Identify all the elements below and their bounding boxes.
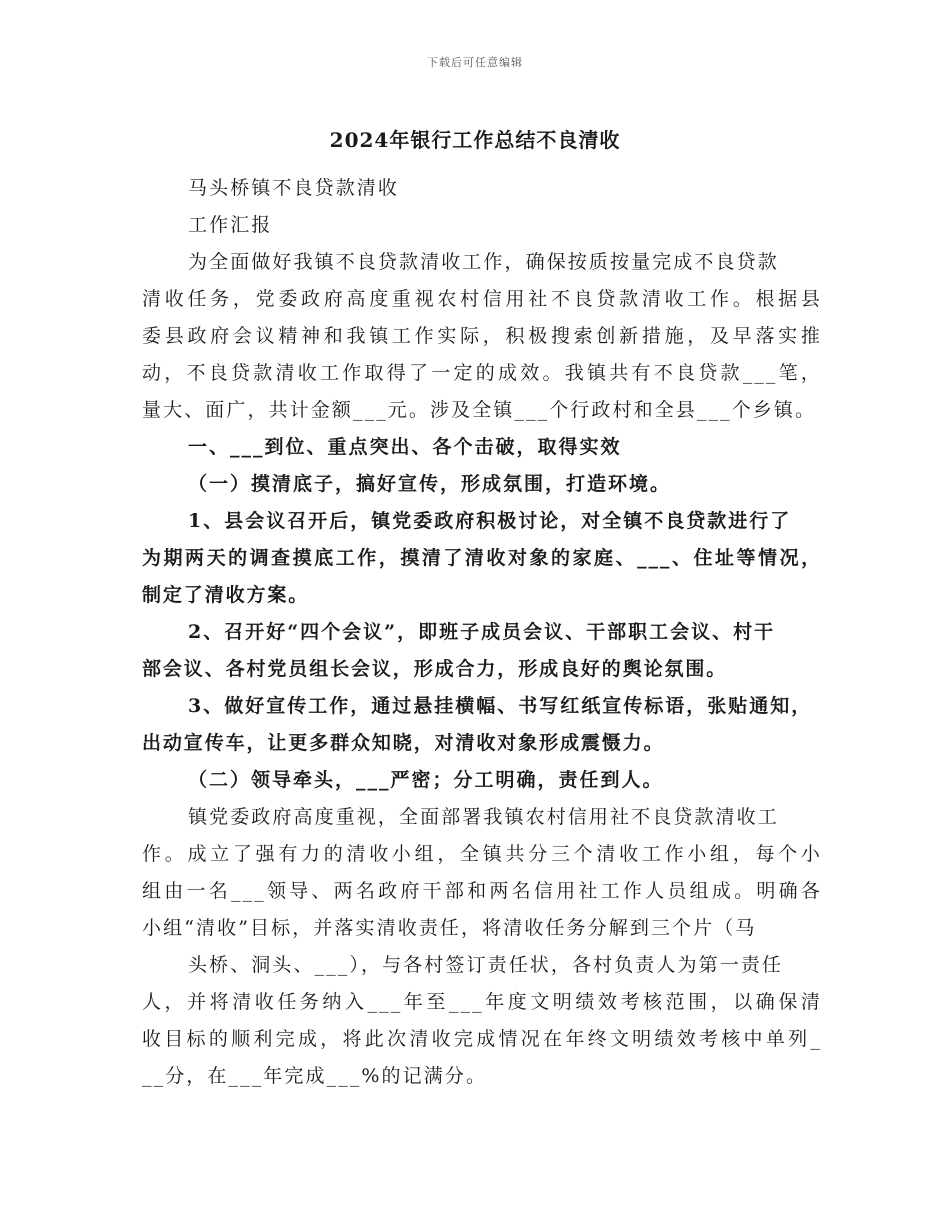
section-heading: 一、___到位、重点突出、各个击破，取得实效 bbox=[188, 436, 622, 458]
paragraph-line: 组由一名___领导、两名政府干部和两名信用社工作人员组成。明确各 bbox=[142, 880, 822, 902]
paragraph-line: 人，并将清收任务纳入___年至___年度文明绩效考核范围，以确保清 bbox=[142, 991, 822, 1013]
bold-paragraph-line: 为期两天的调查摸底工作，摸清了清收对象的家庭、___、住址等情况， bbox=[142, 547, 822, 569]
paragraph-line: 动，不良贷款清收工作取得了一定的成效。我镇共有不良贷款___笔， bbox=[142, 362, 822, 384]
bold-paragraph-line: 出动宣传车，让更多群众知晓，对清收对象形成震慑力。 bbox=[142, 732, 665, 754]
paragraph-line: 委县政府会议精神和我镇工作实际，积极搜索创新措施，及早落实推 bbox=[142, 325, 822, 347]
subtitle-line: 马头桥镇不良贷款清收 bbox=[188, 177, 400, 199]
paragraph-line: 镇党委政府高度重视，全面部署我镇农村信用社不良贷款清收工 bbox=[188, 806, 779, 828]
paragraph-line: __分，在___年完成___%的记满分。 bbox=[142, 1065, 488, 1087]
subsection-heading: （二）领导牵头，___严密；分工明确，责任到人。 bbox=[188, 769, 664, 791]
paragraph-line: 作。成立了强有力的清收小组，全镇共分三个清收工作小组，每个小 bbox=[142, 843, 822, 865]
paragraph-line: 量大、面广，共计金额___元。涉及全镇___个行政村和全县___个乡镇。 bbox=[142, 399, 817, 421]
paragraph-line: 清收任务，党委政府高度重视农村信用社不良贷款清收工作。根据县 bbox=[142, 288, 822, 310]
paragraph-line: 收目标的顺利完成，将此次清收完成情况在年终文明绩效考核中单列_ bbox=[142, 1028, 822, 1050]
page-header-note: 下载后可任意编辑 bbox=[427, 56, 523, 69]
subtitle-line: 工作汇报 bbox=[188, 214, 273, 236]
paragraph-line: 小组“清收”目标，并落实清收责任，将清收任务分解到三个片（马 bbox=[142, 917, 757, 939]
bold-paragraph-line: 制定了清收方案。 bbox=[142, 584, 310, 606]
bold-paragraph-line: 2、召开好“四个会议”，即班子成员会议、干部职工会议、村干 bbox=[188, 621, 776, 643]
document-body bbox=[142, 170, 822, 1095]
bold-paragraph-line: 1、县会议召开后，镇党委政府积极讨论，对全镇不良贷款进行了 bbox=[188, 510, 792, 532]
bold-paragraph-line: 3、做好宣传工作，通过悬挂横幅、书写红纸宣传标语，张贴通知， bbox=[188, 695, 813, 717]
document-title: 2024年银行工作总结不良清收 bbox=[329, 128, 621, 152]
paragraph-line: 为全面做好我镇不良贷款清收工作，确保按质按量完成不良贷款 bbox=[188, 251, 779, 273]
bold-paragraph-line: 部会议、各村党员组长会议，形成合力，形成良好的舆论氛围。 bbox=[142, 658, 728, 680]
paragraph-line: 头桥、洞头、___），与各村签订责任状，各村负责人为第一责任 bbox=[188, 954, 784, 976]
subsection-heading: （一）摸清底子，搞好宣传，形成氛围，打造环境。 bbox=[188, 473, 672, 495]
